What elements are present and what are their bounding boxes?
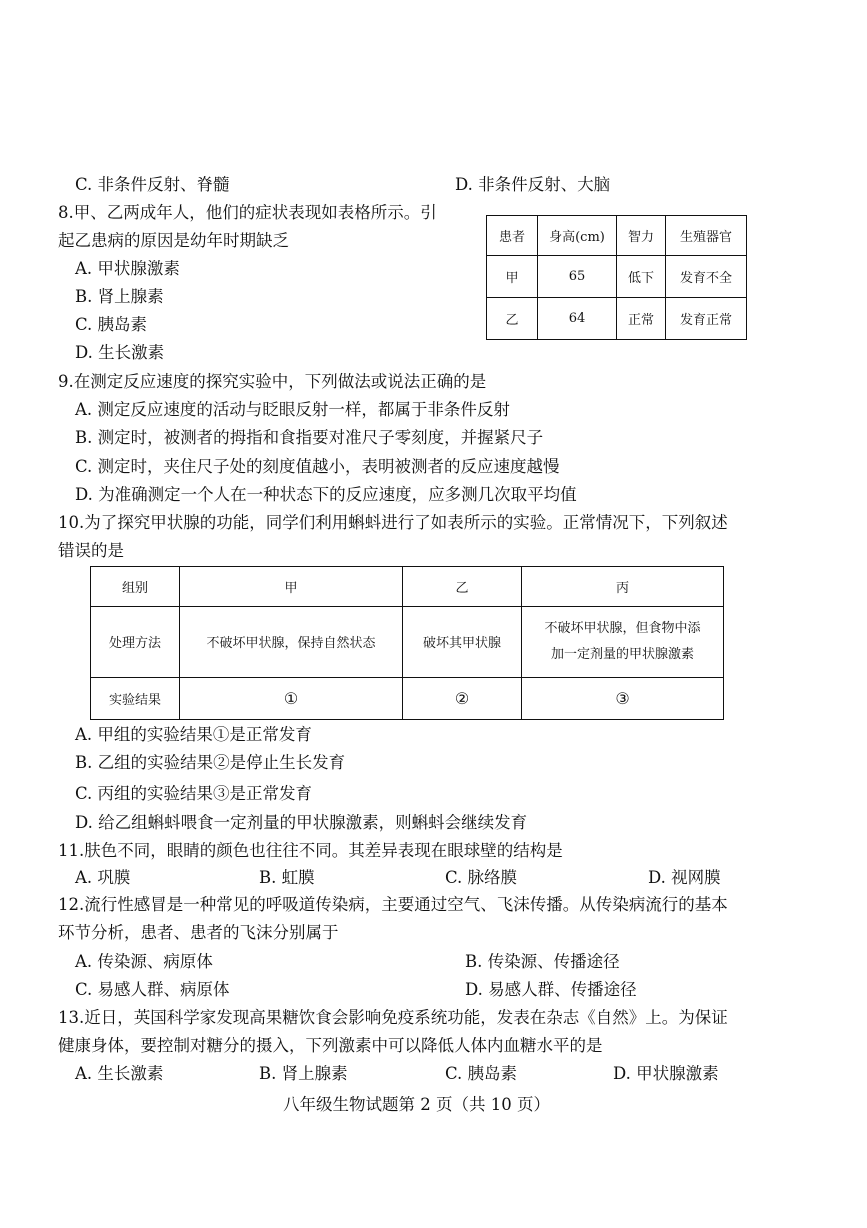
q10-method-yi: 破坏其甲状腺 bbox=[403, 607, 522, 677]
q12-option-c: C. 易感人群、病原体 bbox=[75, 980, 230, 999]
q11-option-c: C. 脉络膜 bbox=[445, 868, 518, 887]
q10-result-jia: ① bbox=[180, 677, 403, 719]
q8-cell: 发育正常 bbox=[666, 298, 747, 340]
q10-method-jia: 不破坏甲状腺，保持自然状态 bbox=[180, 607, 403, 677]
q10-method-label: 处理方法 bbox=[91, 607, 180, 677]
q7-option-d: D. 非条件反射、大脑 bbox=[455, 175, 611, 194]
q8-option-b: B. 肾上腺素 bbox=[75, 287, 164, 306]
q10-result-bing: ③ bbox=[522, 677, 724, 719]
q8-cell: 65 bbox=[538, 256, 617, 298]
q13-option-d: D. 甲状腺激素 bbox=[613, 1064, 719, 1083]
q9-option-b: B. 测定时，被测者的拇指和食指要对准尺子零刻度，并握紧尺子 bbox=[75, 428, 544, 447]
q10-option-b: B. 乙组的实验结果②是停止生长发育 bbox=[75, 753, 346, 772]
q10-result-yi: ② bbox=[403, 677, 522, 719]
q13-stem-line2: 健康身体，要控制对糖分的摄入，下列激素中可以降低人体内血糖水平的是 bbox=[58, 1036, 603, 1055]
q10-method-bing-line2: 加一定剂量的甲状腺激素 bbox=[550, 646, 694, 662]
q8-option-c: C. 胰岛素 bbox=[75, 315, 148, 334]
q9-stem: 9.在测定反应速度的探究实验中，下列做法或说法正确的是 bbox=[58, 372, 487, 391]
q12-option-b: B. 传染源、传播途径 bbox=[465, 952, 620, 971]
table-row bbox=[487, 298, 747, 340]
q8-stem-line1: 8.甲、乙两成年人，他们的症状表现如表格所示。引 bbox=[58, 203, 437, 222]
q8-header-intelligence: 智力 bbox=[617, 216, 666, 256]
q8-option-d: D. 生长激素 bbox=[75, 343, 165, 362]
q8-option-a: A. 甲状腺激素 bbox=[75, 259, 180, 278]
q7-option-c: C. 非条件反射、脊髓 bbox=[75, 175, 230, 194]
q13-option-c: C. 胰岛素 bbox=[445, 1064, 518, 1083]
q13-option-b: B. 肾上腺素 bbox=[259, 1064, 348, 1083]
q8-cell: 乙 bbox=[487, 298, 538, 340]
q9-option-c: C. 测定时，夹住尺子处的刻度值越小，表明被测者的反应速度越慢 bbox=[75, 457, 560, 476]
q8-cell: 正常 bbox=[617, 298, 666, 340]
q13-stem-line1: 13.近日，英国科学家发现高果糖饮食会影响免疫系统功能，发表在杂志《自然》上。为保证 bbox=[58, 1008, 728, 1027]
q10-header-yi: 乙 bbox=[403, 567, 522, 607]
q8-header-organs: 生殖器官 bbox=[666, 216, 747, 256]
q8-symptom-table bbox=[486, 215, 747, 340]
q8-cell: 发育不全 bbox=[666, 256, 747, 298]
q12-option-d: D. 易感人群、传播途径 bbox=[465, 980, 637, 999]
q10-header-bing: 丙 bbox=[522, 567, 724, 607]
q10-option-d: D. 给乙组蝌蚪喂食一定剂量的甲状腺激素，则蝌蚪会继续发育 bbox=[75, 813, 528, 832]
q10-result-label: 实验结果 bbox=[91, 677, 180, 719]
q10-header-group: 组别 bbox=[91, 567, 180, 607]
q10-option-c: C. 丙组的实验结果③是正常发育 bbox=[75, 784, 313, 803]
q12-stem-line2: 环节分析，患者、患者的飞沫分别属于 bbox=[58, 923, 339, 942]
q8-cell: 低下 bbox=[617, 256, 666, 298]
q10-method-bing bbox=[522, 607, 724, 677]
q12-stem-line1: 12.流行性感冒是一种常见的呼吸道传染病，主要通过空气、飞沫传播。从传染病流行的基本 bbox=[58, 895, 728, 914]
q8-header-patient: 患者 bbox=[487, 216, 538, 256]
q11-option-b: B. 虹膜 bbox=[259, 868, 315, 887]
q10-method-bing-line1: 不破坏甲状腺，但食物中添 bbox=[544, 620, 701, 636]
q10-stem-line2: 错误的是 bbox=[58, 541, 124, 560]
q8-cell: 64 bbox=[538, 298, 617, 340]
q9-option-d: D. 为准确测定一个人在一种状态下的反应速度，应多测几次取平均值 bbox=[75, 485, 577, 504]
q9-option-a: A. 测定反应速度的活动与眨眼反射一样，都属于非条件反射 bbox=[75, 400, 510, 419]
q13-option-a: A. 生长激素 bbox=[75, 1064, 164, 1083]
page-footer: 八年级生物试题第 2 页（共 10 页） bbox=[283, 1095, 550, 1114]
q10-header-jia: 甲 bbox=[180, 567, 403, 607]
q11-option-a: A. 巩膜 bbox=[75, 868, 131, 887]
q8-header-height: 身高(cm) bbox=[538, 216, 617, 256]
q10-option-a: A. 甲组的实验结果①是正常发育 bbox=[75, 725, 312, 744]
table-row bbox=[91, 677, 724, 719]
q8-cell: 甲 bbox=[487, 256, 538, 298]
table-row bbox=[91, 607, 724, 677]
table-row bbox=[487, 256, 747, 298]
q12-option-a: A. 传染源、病原体 bbox=[75, 952, 213, 971]
q10-experiment-table bbox=[90, 566, 724, 720]
q10-stem-line1: 10.为了探究甲状腺的功能，同学们利用蝌蚪进行了如表所示的实验。正常情况下，下列叙述 bbox=[58, 513, 728, 532]
q11-option-d: D. 视网膜 bbox=[648, 868, 721, 887]
q8-stem-line2: 起乙患病的原因是幼年时期缺乏 bbox=[58, 231, 289, 250]
q11-stem: 11.肤色不同，眼睛的颜色也往往不同。其差异表现在眼球壁的结构是 bbox=[58, 841, 563, 860]
